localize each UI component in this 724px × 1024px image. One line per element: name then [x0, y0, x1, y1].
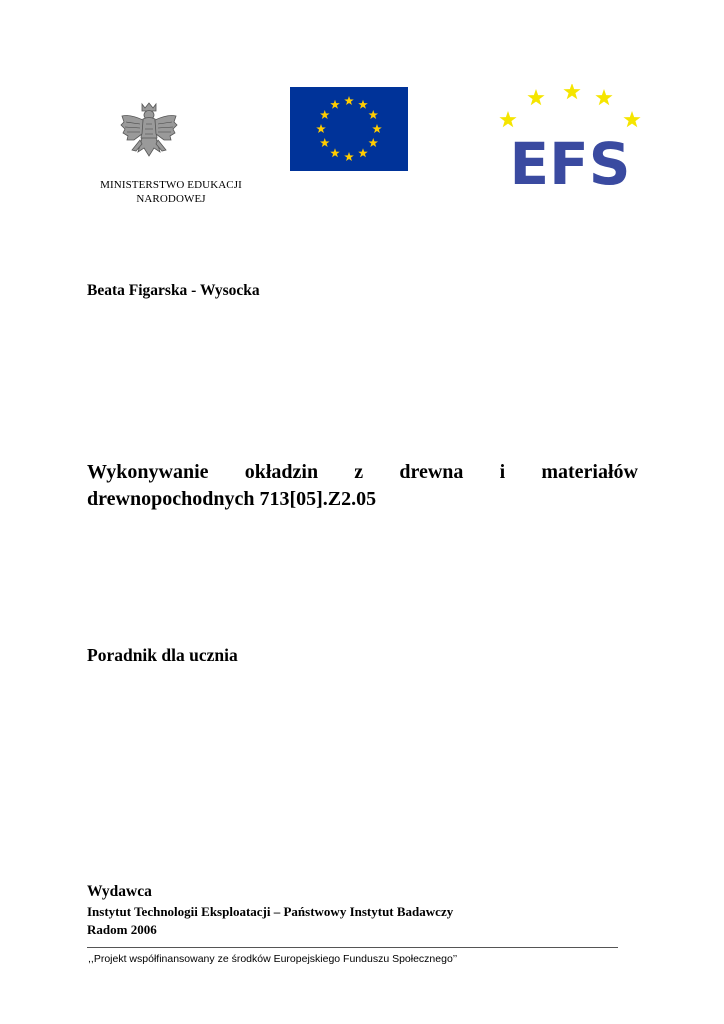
title-line-2: drewnopochodnych 713[05].Z2.05 [87, 488, 377, 510]
efs-star-icon [595, 89, 612, 105]
title-word: Wykonywanie [87, 461, 209, 483]
title-word: i [499, 461, 506, 483]
efs-star-icon [563, 84, 580, 99]
ministry-line-1: MINISTERSTWO EDUKACJI [100, 179, 242, 191]
title-word: z [354, 461, 364, 483]
author-name: Beata Figarska - Wysocka [87, 282, 260, 299]
title-word: drewna [399, 461, 464, 483]
eagle-icon [118, 100, 180, 166]
efs-logo [492, 84, 648, 190]
eu-flag-icon [290, 87, 408, 171]
document-title [87, 459, 638, 513]
footer-divider [87, 947, 618, 948]
efs-logo-text: EFS [509, 130, 631, 190]
ministry-line-2: NARODOWEJ [136, 193, 206, 205]
title-word: materiałów [541, 461, 638, 483]
publisher-place-year: Radom 2006 [87, 922, 157, 937]
footer-note: ,,Projekt współfinansowany ze środków Europejskiego Funduszu Społecznego’’ [88, 953, 458, 965]
title-line-1 [87, 459, 638, 486]
efs-star-icon [527, 89, 544, 105]
ministry-name [60, 178, 282, 206]
document-subtitle: Poradnik dla ucznia [87, 645, 238, 665]
title-word: okładzin [244, 461, 319, 483]
publisher-name: Instytut Technologii Eksploatacji – Państwowy Instytut Badawczy [87, 904, 454, 919]
efs-star-icon [499, 111, 516, 127]
efs-star-icon [623, 111, 640, 127]
publisher-label: Wydawca [87, 883, 152, 900]
